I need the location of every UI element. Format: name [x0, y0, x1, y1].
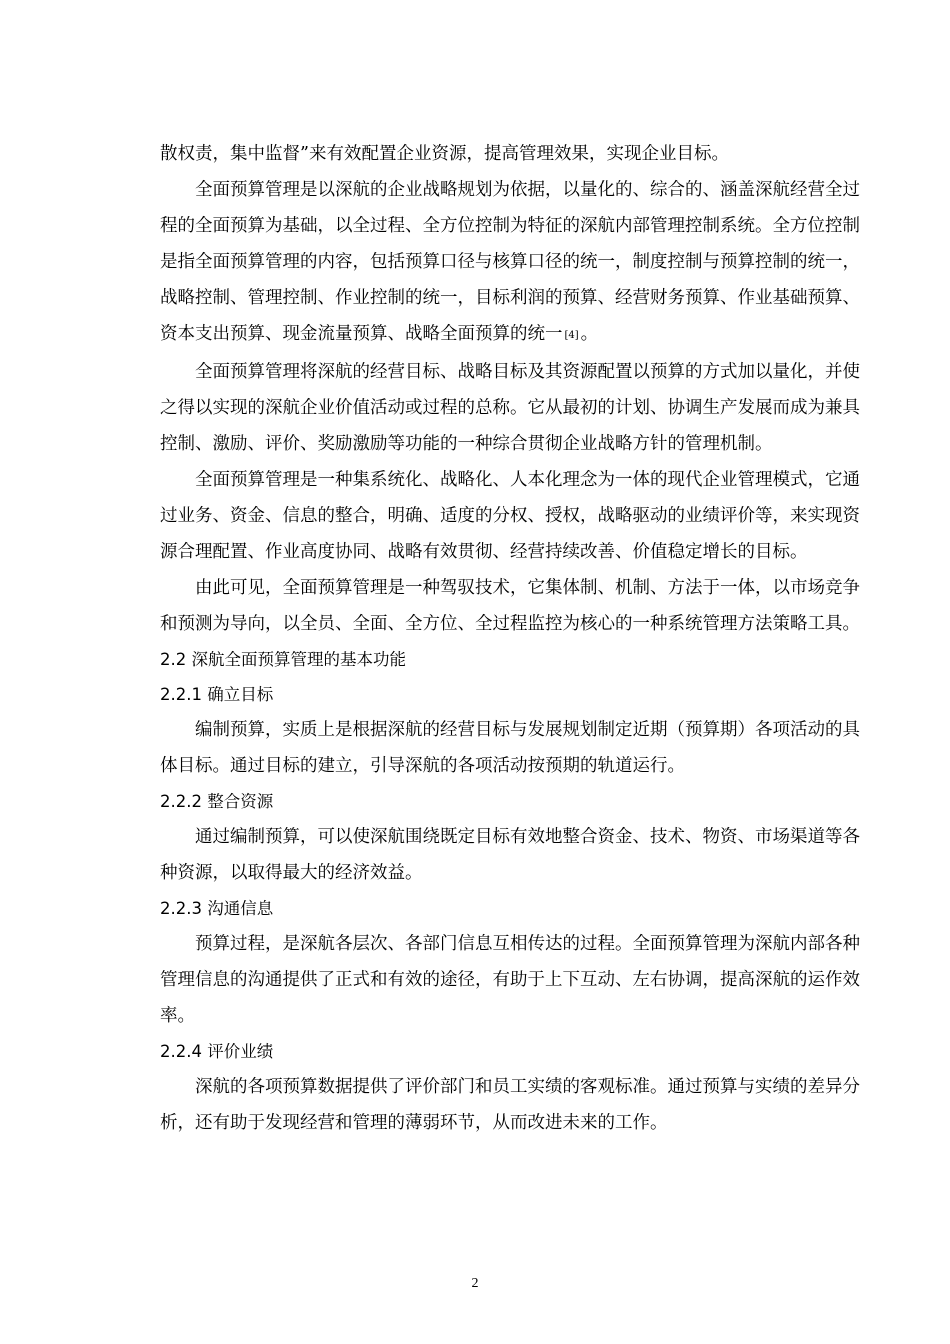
paragraph-budget-goals: 全面预算管理将深航的经营目标、战略目标及其资源配置以预算的方式加以量化，并使之得以实现的深航企业价值活动或过程的总称。它从最初的计划、协调生产发展而成为兼具控制、激励、评价、奖励激励等功能的一种综合贯彻企业战略方针的管理机制。: [160, 362, 860, 454]
paragraph-set-goals: 编制预算，实质上是根据深航的经营目标与发展规划制定近期（预算期）各项活动的具体目标。通过目标的建立，引导深航的各项活动按预期的轨道运行。: [160, 720, 860, 776]
section-heading-2-2-4: 2.2.4 评价业绩: [160, 1042, 274, 1061]
section-heading-2-2-1: 2.2.1 确立目标: [160, 685, 274, 704]
paragraph-integrate-resources: 通过编制预算，可以使深航围绕既定目标有效地整合资金、技术、物资、市场渠道等各种资源，以取得最大的经济效益。: [160, 827, 860, 883]
section-heading-2-2-2: 2.2.2 整合资源: [160, 792, 274, 811]
paragraph-conclusion: 由此可见，全面预算管理是一种驾驭技术，它集体制、机制、方法于一体，以市场竞争和预测为导向，以全员、全面、全方位、全过程监控为核心的一种系统管理方法策略工具。: [160, 578, 860, 634]
page-number: 2: [471, 1276, 479, 1291]
paragraph-continued: 散权责，集中监督”来有效配置企业资源，提高管理效果，实现企业目标。: [160, 144, 729, 164]
paragraph-management-model: 全面预算管理是一种集系统化、战略化、人本化理念为一体的现代企业管理模式，它通过业务、资金、信息的整合，明确、适度的分权、授权，战略驱动的业绩评价等，来实现资源合理配置、作业高度协同、战略有效贯彻、经营持续改善、价值稳定增长的目标。: [160, 470, 860, 562]
paragraph-budget-definition: [160, 172, 860, 354]
paragraph-text: 全面预算管理是以深航的企业战略规划为依据，以量化的、综合的、涵盖深航经营全过程的全面预算为基础，以全过程、全方位控制为特征的深航内部管理控制系统。全方位控制是指全面预算管理的内容，包括预算口径与核算口径的统一，制度控制与预算控制的统一，战略控制、管理控制、作业控制的统一，目标利润的预算、经营财务预算、作业基础预算、资本支出预算、现金流量预算、战略全面预算的统一: [160, 180, 860, 344]
document-body: [160, 136, 860, 1141]
section-heading-2-2-3: 2.2.3 沟通信息: [160, 899, 274, 918]
paragraph-communicate-info: 预算过程，是深航各层次、各部门信息互相传达的过程。全面预算管理为深航内部各种管理信息的沟通提供了正式和有效的途径，有助于上下互动、左右协调，提高深航的运作效率。: [160, 934, 860, 1026]
section-heading-2-2: 2.2 深航全面预算管理的基本功能: [160, 650, 406, 669]
citation-ref: [4]: [564, 330, 579, 341]
paragraph-evaluate-performance: 深航的各项预算数据提供了评价部门和员工实绩的客观标准。通过预算与实绩的差异分析，还有助于发现经营和管理的薄弱环节，从而改进未来的工作。: [160, 1077, 860, 1133]
paragraph-end-punct: 。: [580, 324, 599, 344]
